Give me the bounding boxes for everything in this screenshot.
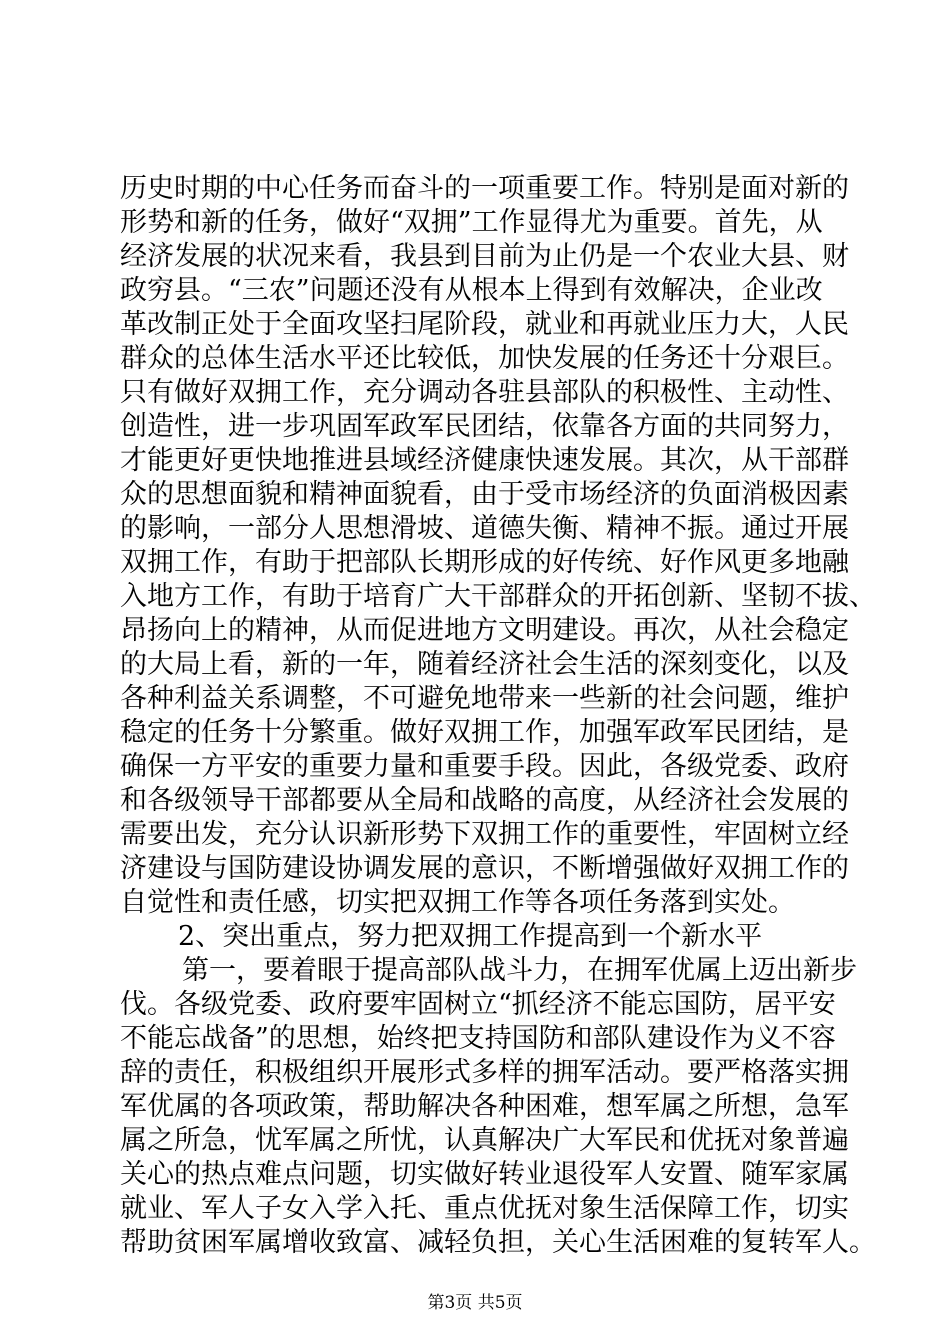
text-line: 和各级领导干部都要从全局和战略的高度，从经济社会发展的 bbox=[120, 785, 849, 816]
text-line: 各种利益关系调整，不可避免地带来一些新的社会问题，维护 bbox=[120, 683, 849, 714]
text-line: 的大局上看，新的一年，随着经济社会生活的深刻变化，以及 bbox=[120, 649, 849, 680]
text-line: 第一，要着眼于提高部队战斗力，在拥军优属上迈出新步 bbox=[182, 955, 857, 986]
text-line: 众的思想面貌和精神面貌看，由于受市场经济的负面消极因素 bbox=[120, 479, 849, 510]
text-line: 群众的总体生活水平还比较低，加快发展的任务还十分艰巨。 bbox=[120, 343, 849, 374]
text-line: 军优属的各项政策，帮助解决各种困难，想军属之所想，急军 bbox=[120, 1091, 849, 1122]
text-line: 入地方工作，有助于培育广大干部群众的开拓创新、坚韧不拔、 bbox=[120, 581, 876, 612]
text-line: 关心的热点难点问题，切实做好转业退役军人安置、随军家属 bbox=[120, 1159, 849, 1190]
text-line: 革改制正处于全面攻坚扫尾阶段，就业和再就业压力大，人民 bbox=[120, 309, 849, 340]
text-line: 才能更好更快地推进县域经济健康快速发展。其次，从干部群 bbox=[120, 445, 849, 476]
text-line: 伐。各级党委、政府要牢固树立“抓经济不能忘国防，居平安 bbox=[120, 989, 836, 1020]
text-line: 就业、军人子女入学入托、重点优抚对象生活保障工作，切实 bbox=[120, 1193, 849, 1224]
text-line: 属之所急，忧军属之所忧，认真解决广大军民和优抚对象普遍 bbox=[120, 1125, 849, 1156]
text-line: 帮助贫困军属增收致富、减轻负担，关心生活困难的复转军人。 bbox=[120, 1227, 876, 1258]
text-line: 确保一方平安的重要力量和重要手段。因此，各级党委、政府 bbox=[120, 751, 849, 782]
page-number-footer: 第3页 共5页 bbox=[427, 1293, 523, 1313]
text-line: 双拥工作，有助于把部队长期形成的好传统、好作风更多地融 bbox=[120, 547, 849, 578]
section-heading: 2、突出重点，努力把双拥工作提高到一个新水平 bbox=[178, 921, 763, 952]
text-line: 稳定的任务十分繁重。做好双拥工作，加强军政军民团结，是 bbox=[120, 717, 849, 748]
text-line: 的影响，一部分人思想滑坡、道德失衡、精神不振。通过开展 bbox=[120, 513, 849, 544]
text-line: 自觉性和责任感，切实把双拥工作等各项任务落到实处。 bbox=[120, 887, 795, 918]
text-line: 需要出发，充分认识新形势下双拥工作的重要性，牢固树立经 bbox=[120, 819, 849, 850]
text-line: 创造性，进一步巩固军政军民团结，依靠各方面的共同努力， bbox=[120, 411, 849, 442]
text-line: 形势和新的任务，做好“双拥”工作显得尤为重要。首先，从 bbox=[120, 207, 823, 238]
text-line: 不能忘战备”的思想，始终把支持国防和部队建设作为义不容 bbox=[120, 1023, 836, 1054]
text-line: 辞的责任，积极组织开展形式多样的拥军活动。要严格落实拥 bbox=[120, 1057, 849, 1088]
text-line: 历史时期的中心任务而奋斗的一项重要工作。特别是面对新的 bbox=[120, 173, 849, 204]
text-line: 经济发展的状况来看，我县到目前为止仍是一个农业大县、财 bbox=[120, 241, 849, 272]
text-line: 昂扬向上的精神，从而促进地方文明建设。再次，从社会稳定 bbox=[120, 615, 849, 646]
text-line: 只有做好双拥工作，充分调动各驻县部队的积极性、主动性、 bbox=[120, 377, 849, 408]
text-line: 济建设与国防建设协调发展的意识，不断增强做好双拥工作的 bbox=[120, 853, 849, 884]
text-line: 政穷县。“三农”问题还没有从根本上得到有效解决，企业改 bbox=[120, 275, 823, 306]
